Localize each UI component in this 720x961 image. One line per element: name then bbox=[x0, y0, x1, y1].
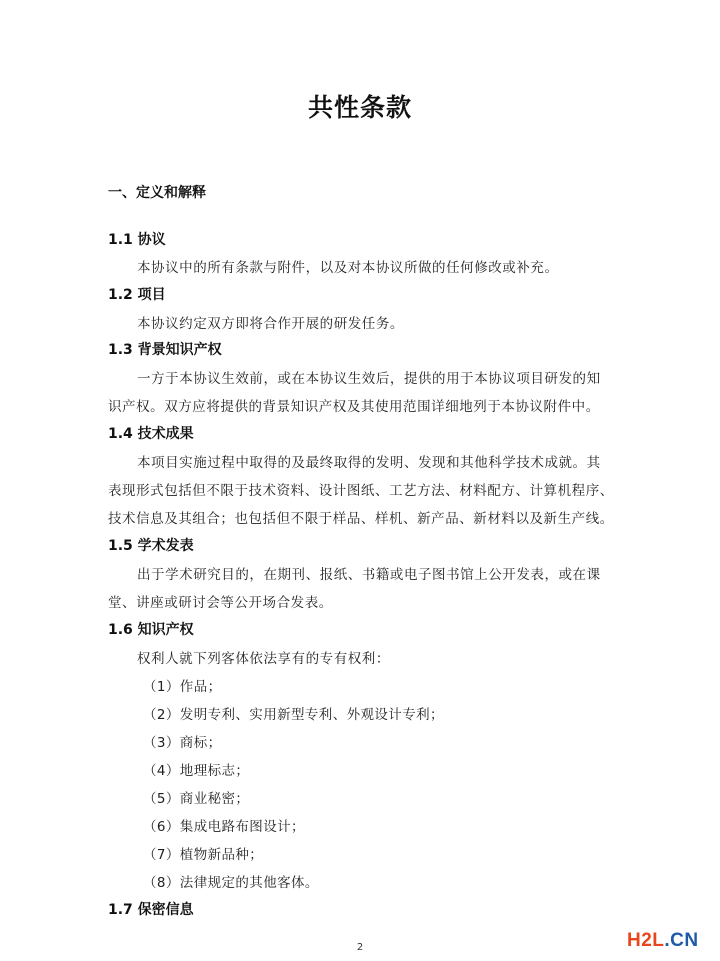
clause-1-4-heading: 1.4 技术成果 bbox=[108, 426, 194, 442]
clause-1-4-text-line1: 本项目实施过程中取得的及最终取得的发明、发现和其他科学技术成就。其 bbox=[137, 455, 601, 471]
page-number: 2 bbox=[356, 942, 364, 953]
section-1-heading: 一、定义和解释 bbox=[108, 185, 206, 201]
list-item: （4）地理标志； bbox=[143, 763, 250, 779]
clause-1-4-text-line3: 技术信息及其组合；也包括但不限于样品、样机、新产品、新材料以及新生产线。 bbox=[108, 511, 614, 527]
clause-1-3-heading: 1.3 背景知识产权 bbox=[108, 342, 222, 358]
clause-1-4-text-line2: 表现形式包括但不限于技术资料、设计图纸、工艺方法、材料配方、计算机程序、 bbox=[108, 483, 614, 499]
clause-1-7-heading: 1.7 保密信息 bbox=[108, 902, 194, 918]
list-item: （3）商标； bbox=[143, 735, 222, 751]
clause-1-3-text-line2: 识产权。双方应将提供的背景知识产权及其使用范围详细地列于本协议附件中。 bbox=[108, 399, 600, 415]
clause-1-1-text: 本协议中的所有条款与附件，以及对本协议所做的任何修改或补充。 bbox=[137, 260, 559, 276]
clause-1-3-text-line1: 一方于本协议生效前，或在本协议生效后，提供的用于本协议项目研发的知 bbox=[137, 371, 601, 387]
list-item: （5）商业秘密； bbox=[143, 791, 250, 807]
page-title: 共性条款 bbox=[307, 93, 412, 122]
clause-1-5-heading: 1.5 学术发表 bbox=[108, 538, 194, 554]
watermark-part-2: .CN bbox=[664, 930, 699, 951]
clause-1-2-text: 本协议约定双方即将合作开展的研发任务。 bbox=[137, 316, 404, 332]
list-item: （1）作品； bbox=[143, 679, 222, 695]
list-item: （8）法律规定的其他客体。 bbox=[143, 875, 319, 891]
clause-1-5-text-line2: 堂、讲座或研讨会等公开场合发表。 bbox=[108, 595, 333, 611]
clause-1-2-heading: 1.2 项目 bbox=[108, 287, 166, 303]
list-item: （6）集成电路布图设计； bbox=[143, 819, 305, 835]
watermark-logo bbox=[627, 930, 699, 952]
list-item: （2）发明专利、实用新型专利、外观设计专利； bbox=[143, 707, 444, 723]
watermark-part-1: H2L bbox=[627, 930, 665, 951]
list-item: （7）植物新品种； bbox=[143, 847, 264, 863]
clause-1-6-heading: 1.6 知识产权 bbox=[108, 622, 194, 638]
clause-1-6-intro: 权利人就下列客体依法享有的专有权利： bbox=[137, 651, 390, 667]
clause-1-5-text-line1: 出于学术研究目的，在期刊、报纸、书籍或电子图书馆上公开发表，或在课 bbox=[137, 567, 601, 583]
clause-1-1-heading: 1.1 协议 bbox=[108, 232, 166, 248]
